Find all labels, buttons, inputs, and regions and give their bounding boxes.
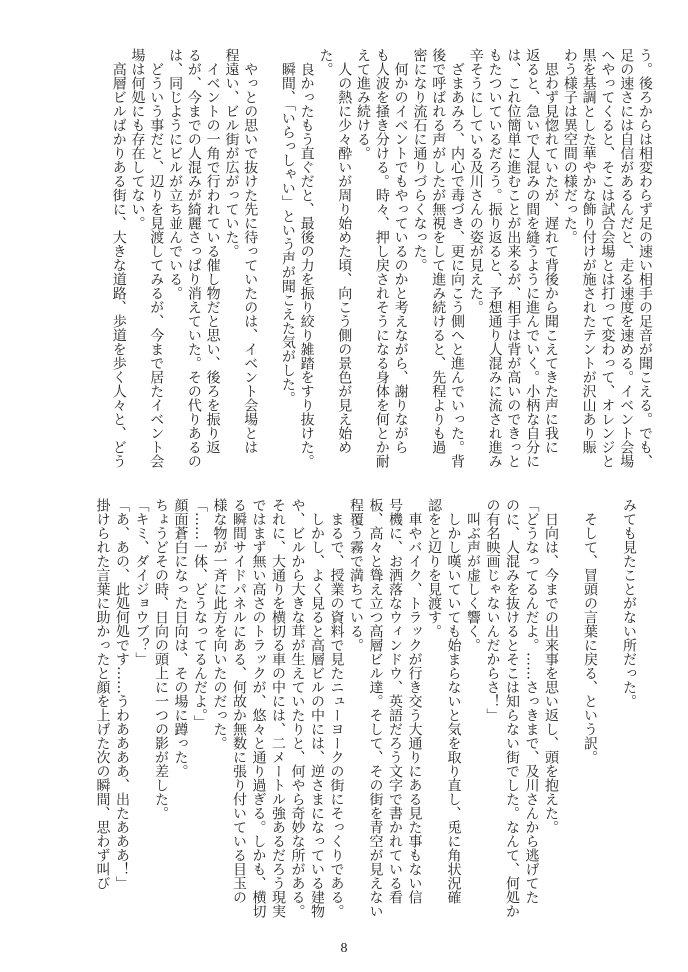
text-block-lower <box>92 498 638 920</box>
text-line: も人波を掻き分ける。時々、押し戻されそうになる身体を何とか耐 <box>373 48 390 468</box>
text-line: 密になり流石に通りづらくなった。 <box>411 48 428 272</box>
text-line: 程覆う霧で満ちている。 <box>348 498 364 652</box>
text-line: 高層ビルばかりある街に、大きな道路、歩道を歩く人々と、どう <box>110 48 127 468</box>
blank-line <box>560 498 580 920</box>
text-line: 叫ぶ声が虚しく響く。 <box>465 498 481 652</box>
text-line: 「キミ、ダイジョウブ？」 <box>133 498 150 666</box>
blank-line <box>599 498 619 920</box>
text-line: は、これ位簡単に進むことが出来るが、相手は背が高いのできっと <box>505 48 522 468</box>
text-line: やっとの思いで抜けた先に待っていたのは、イベント会場とは <box>242 48 259 454</box>
text-line: 辛そうにしている及川さんの姿が見えた。 <box>467 48 484 314</box>
text-line: 「あ、あの、此処何処です……うわああああ、出たあああ！」 <box>114 498 130 890</box>
blank-line <box>259 48 278 470</box>
text-line: 板、高々と聳え立つ高層ビル達。そして、その街を青空が見えない <box>367 498 384 918</box>
text-block-upper <box>109 48 654 470</box>
text-line: のに、人混みを抜けるとそこは知らない街でした。なんて、何処か <box>504 498 520 918</box>
text-line: 後で呼ばれる声がしたが無視をして進み続けると、先程よりも過 <box>430 48 447 454</box>
text-line: わう様子は異空間の様だった。 <box>561 48 578 244</box>
text-line: る瞬間サイドパネルにある、何故か無数に張り付いている目玉の <box>231 498 247 904</box>
text-line: 号機に、お洒落なウィンドウ、英語だろう文字で書かれている看 <box>387 498 403 904</box>
text-line: 認をと辺りを見渡す。 <box>426 498 442 638</box>
text-line: 良かったもう直ぐだと、最後の力を振り絞り雑踏をすり抜けた。 <box>298 48 315 468</box>
text-line: 掛けられた言葉に助かったと顔を上げた次の瞬間、思わず叫び <box>94 498 111 890</box>
text-line: 黒を基調とした華やかな飾り付けが施されたテントが沢山あり賑 <box>580 48 597 454</box>
text-line: しかし嘆いていても始まらないと気を取り直し、兎に角状況確 <box>445 498 462 904</box>
text-line: 日向は、今までの出来事を思い返し、頭を抱えた。 <box>543 498 559 834</box>
text-line: や、ビルから大きな茸が生えていたりと、何やら奇妙な所がある。 <box>289 498 306 918</box>
text-line: 程遠い、ビル街が広がっていた。 <box>223 48 240 258</box>
text-line: るが、今までの人混みが綺麗さっぱり消えていた。その代りあるの <box>185 48 202 468</box>
text-line: みても見たことがない所だった。 <box>621 498 637 708</box>
text-line: しかし、よく見ると高層ビルの中には、逆さまになっている建物 <box>309 498 325 918</box>
text-line: 車やバイク、トラックが行き交う大通りにある見た事もない信 <box>406 498 423 904</box>
text-line: もたついているだろう。振り返ると、予想通り人混みに流され進み <box>486 48 503 468</box>
text-line: 人の熱に少々酔いが周り始めた頃、向こう側の景色が見え始め <box>336 48 353 454</box>
text-line: そして、冒頭の言葉に戻る、という訳。 <box>582 498 598 764</box>
text-line: 思わず見惚れていたが、遅れて背後から聞こえてきた声に我に <box>543 48 560 454</box>
text-line: 瞬間、「いらっしゃい」という声が聞こえた気がした。 <box>279 48 296 405</box>
text-line: まるで、授業の資料で見たニューヨークの街にそっくりである。 <box>328 498 345 918</box>
text-line: 足の速さには自信があるんだと、走る速度を速める。イベント会場 <box>618 48 635 468</box>
text-line: 何かのイベントでもやっているのかと考えながら、謝りながら <box>392 48 409 454</box>
text-line: た。 <box>317 48 334 76</box>
text-line: う。後ろからは相変わらず足の速い相手の足音が聞こえる。でも、 <box>637 48 653 468</box>
text-line: は、同じようにビルが立ち並んでいる。 <box>167 48 184 300</box>
text-line: 様な物が一斉に此方を向いたのだった。 <box>211 498 228 750</box>
text-line: 返ると、急いで人混みの間を縫うように進んでいく。小柄な自分に <box>524 48 541 468</box>
text-line: それに、大通りを横切る車の中には、二メートル強あるだろう現実 <box>270 498 286 918</box>
text-line: どういう事だと、辺りを見渡してみるが、今まで居たイベント会 <box>148 48 165 468</box>
text-line: へやってくると、そこは試合会場とは打って変わって、オレンジと <box>599 48 616 468</box>
text-line: 場は何処にも存在してない。 <box>129 48 146 230</box>
text-line: ではまず無い高さのトラックが、悠々と通り過ぎる。しかも、横切 <box>250 498 267 918</box>
text-line: イベントの一角で行われている催し物だと思い、後ろを振り返 <box>204 48 221 454</box>
text-line: の有名映画じゃないんだからさ！」 <box>484 498 501 722</box>
text-line: えて進み続ける。 <box>355 48 372 160</box>
text-line: ちょうどその時、日向の頭上に一つの影が差した。 <box>153 498 169 820</box>
page-number: 8 <box>340 941 348 956</box>
text-line: 顔面蒼白になった日向は、その場に蹲った。 <box>172 498 189 778</box>
text-line: 「……一体、どうなってるんだよ。」 <box>192 498 208 729</box>
text-line: 「どうなってるんだよ。……さっきまで、及川さんから逃げてた <box>523 498 540 904</box>
text-line: ざまあみろ、内心で毒づき、更に向こう側へと進んでいった。背 <box>449 48 466 468</box>
